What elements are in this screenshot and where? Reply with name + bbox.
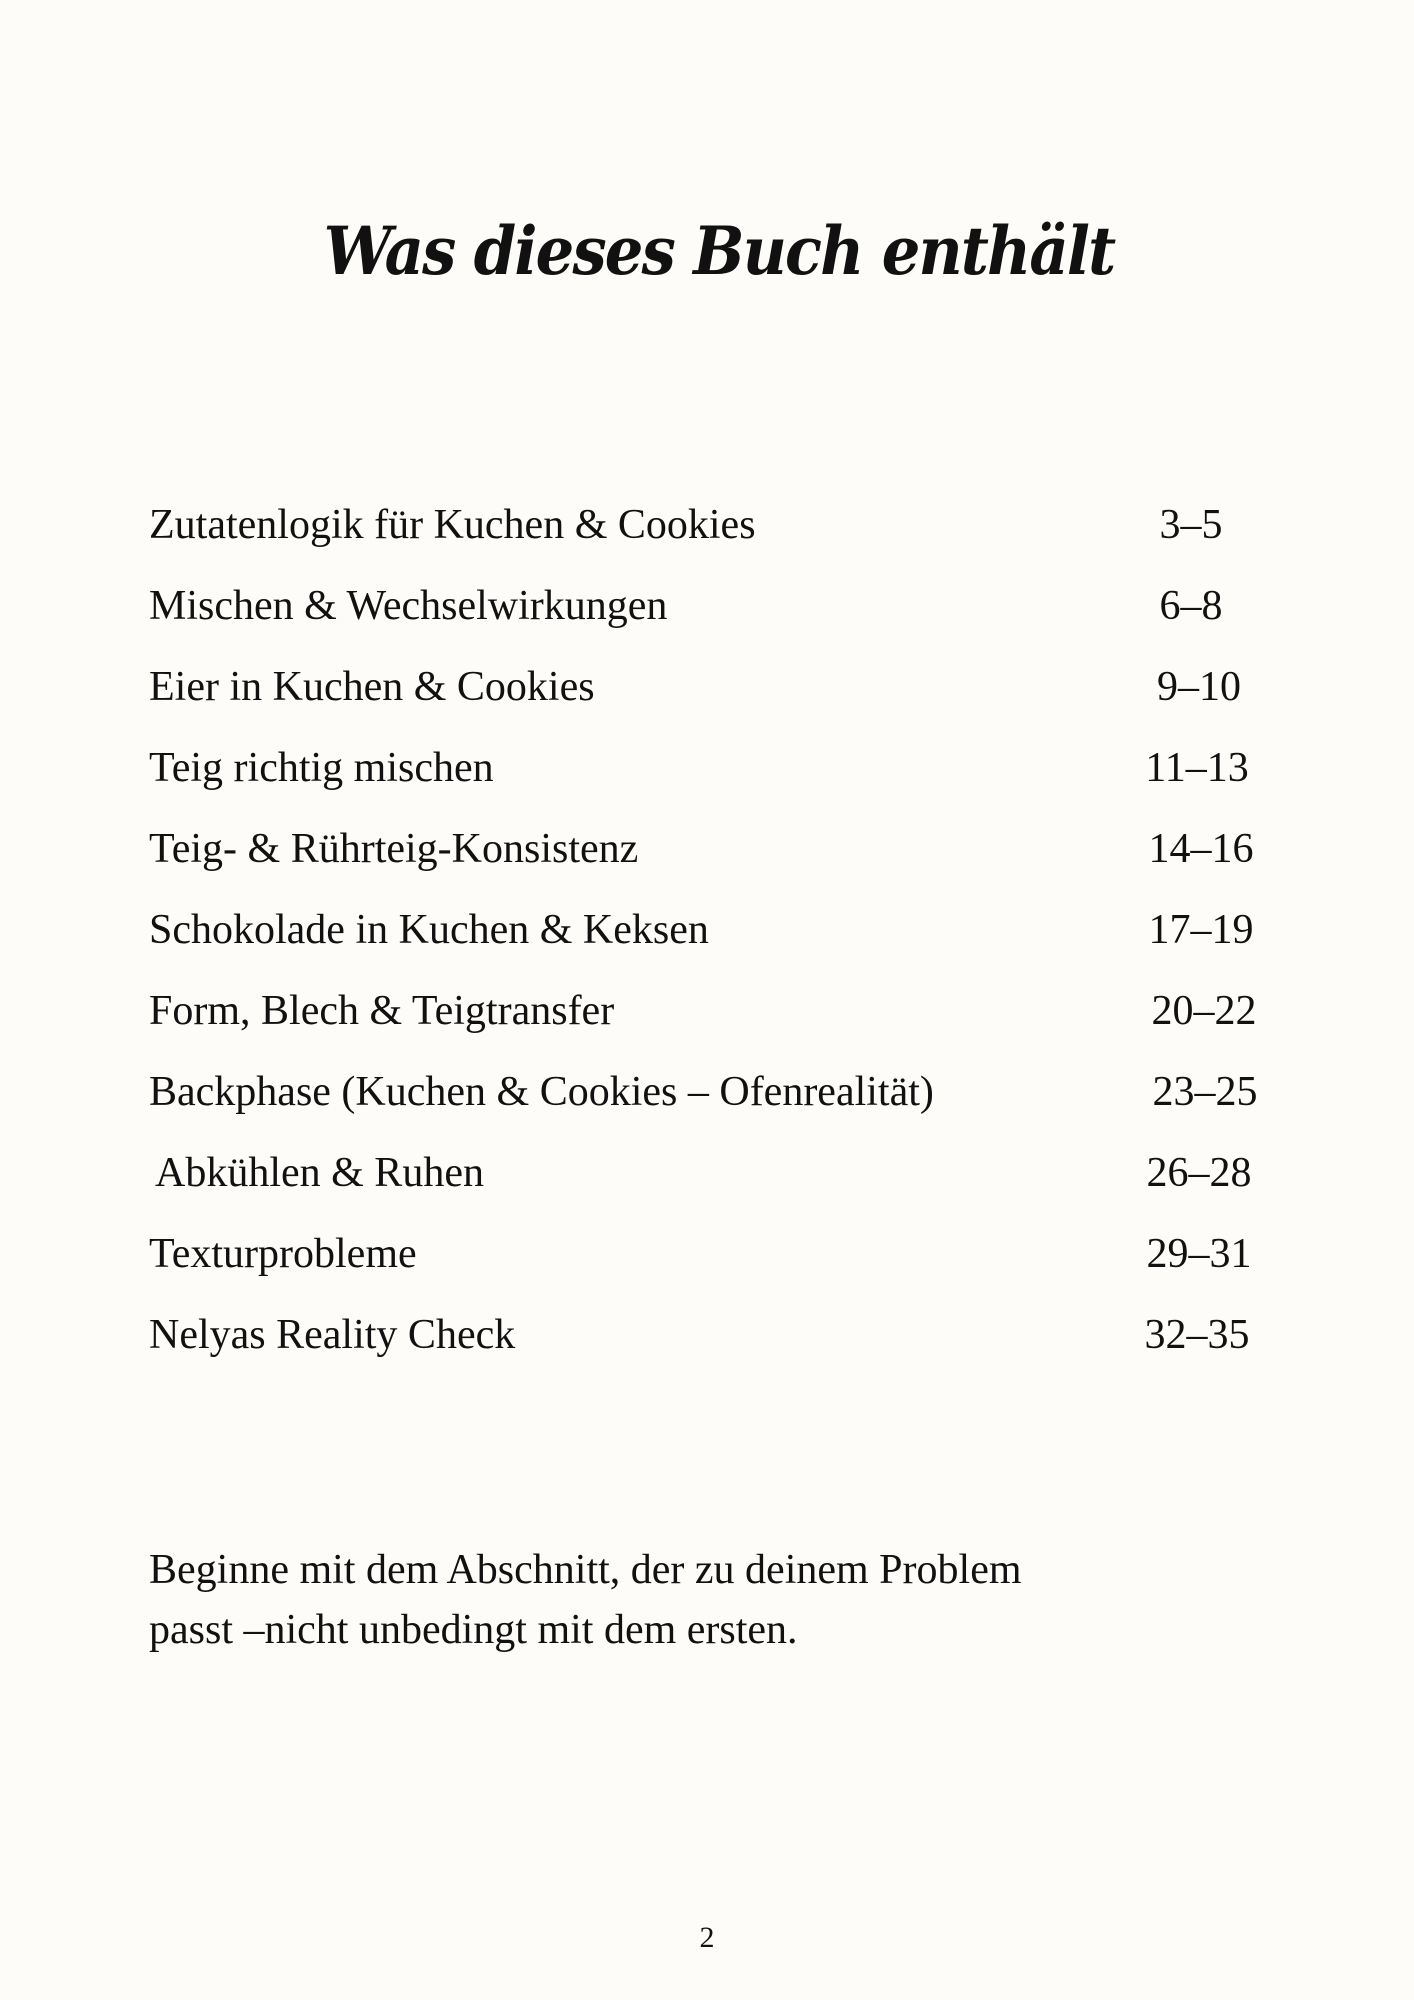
toc-entry-pages: 14–16 (1148, 826, 1254, 872)
page-number: 2 (699, 1921, 715, 1954)
toc-entry-label: Mischen & Wechselwirkungen (149, 583, 668, 629)
toc-entry (149, 739, 1289, 820)
toc-entry (149, 901, 1289, 982)
toc-entry-label: Nelyas Reality Check (149, 1312, 516, 1358)
toc-entry-pages: 23–25 (1152, 1069, 1258, 1115)
reading-hint (149, 1540, 1249, 1660)
toc-entry (149, 496, 1289, 577)
page-title: Was dieses Buch enthält (323, 212, 1115, 290)
toc-entry (149, 1306, 1289, 1387)
toc-entry-label: Backphase (Kuchen & Cookies – Ofenrealität) (149, 1069, 934, 1115)
toc-entry (149, 1063, 1289, 1144)
toc-entry (149, 577, 1289, 658)
toc-entry (149, 1225, 1289, 1306)
reading-hint-line-1: Beginne mit dem Abschnitt, der zu deinem Problem (149, 1547, 1022, 1593)
toc-entry (149, 1144, 1289, 1225)
toc-entry-label: Form, Blech & Teigtransfer (149, 988, 615, 1034)
toc-entry-pages: 20–22 (1151, 988, 1257, 1034)
toc-entry-pages: 26–28 (1146, 1150, 1252, 1196)
toc-entry-label: Abkühlen & Ruhen (155, 1150, 484, 1196)
toc-entry-label: Texturprobleme (149, 1231, 417, 1277)
toc-entry (149, 658, 1289, 739)
toc-entry-pages: 17–19 (1148, 907, 1254, 953)
toc-entry-label: Schokolade in Kuchen & Keksen (149, 907, 709, 953)
toc-entry-label: Teig richtig mischen (149, 745, 494, 791)
toc-entry-pages: 9–10 (1157, 664, 1241, 710)
toc-entry-pages: 11–13 (1145, 745, 1249, 791)
toc-entry-label: Eier in Kuchen & Cookies (149, 664, 595, 710)
toc-entry-pages: 29–31 (1146, 1231, 1252, 1277)
table-of-contents (149, 496, 1289, 1387)
reading-hint-line-2: passt –nicht unbedingt mit dem ersten. (149, 1607, 798, 1653)
toc-entry-label: Zutatenlogik für Kuchen & Cookies (149, 502, 756, 548)
toc-entry-pages: 3–5 (1159, 502, 1223, 548)
toc-entry (149, 820, 1289, 901)
toc-entry-label: Teig- & Rührteig-Konsistenz (149, 826, 639, 872)
toc-entry (149, 982, 1289, 1063)
toc-entry-pages: 6–8 (1159, 583, 1223, 629)
toc-entry-pages: 32–35 (1144, 1312, 1250, 1358)
